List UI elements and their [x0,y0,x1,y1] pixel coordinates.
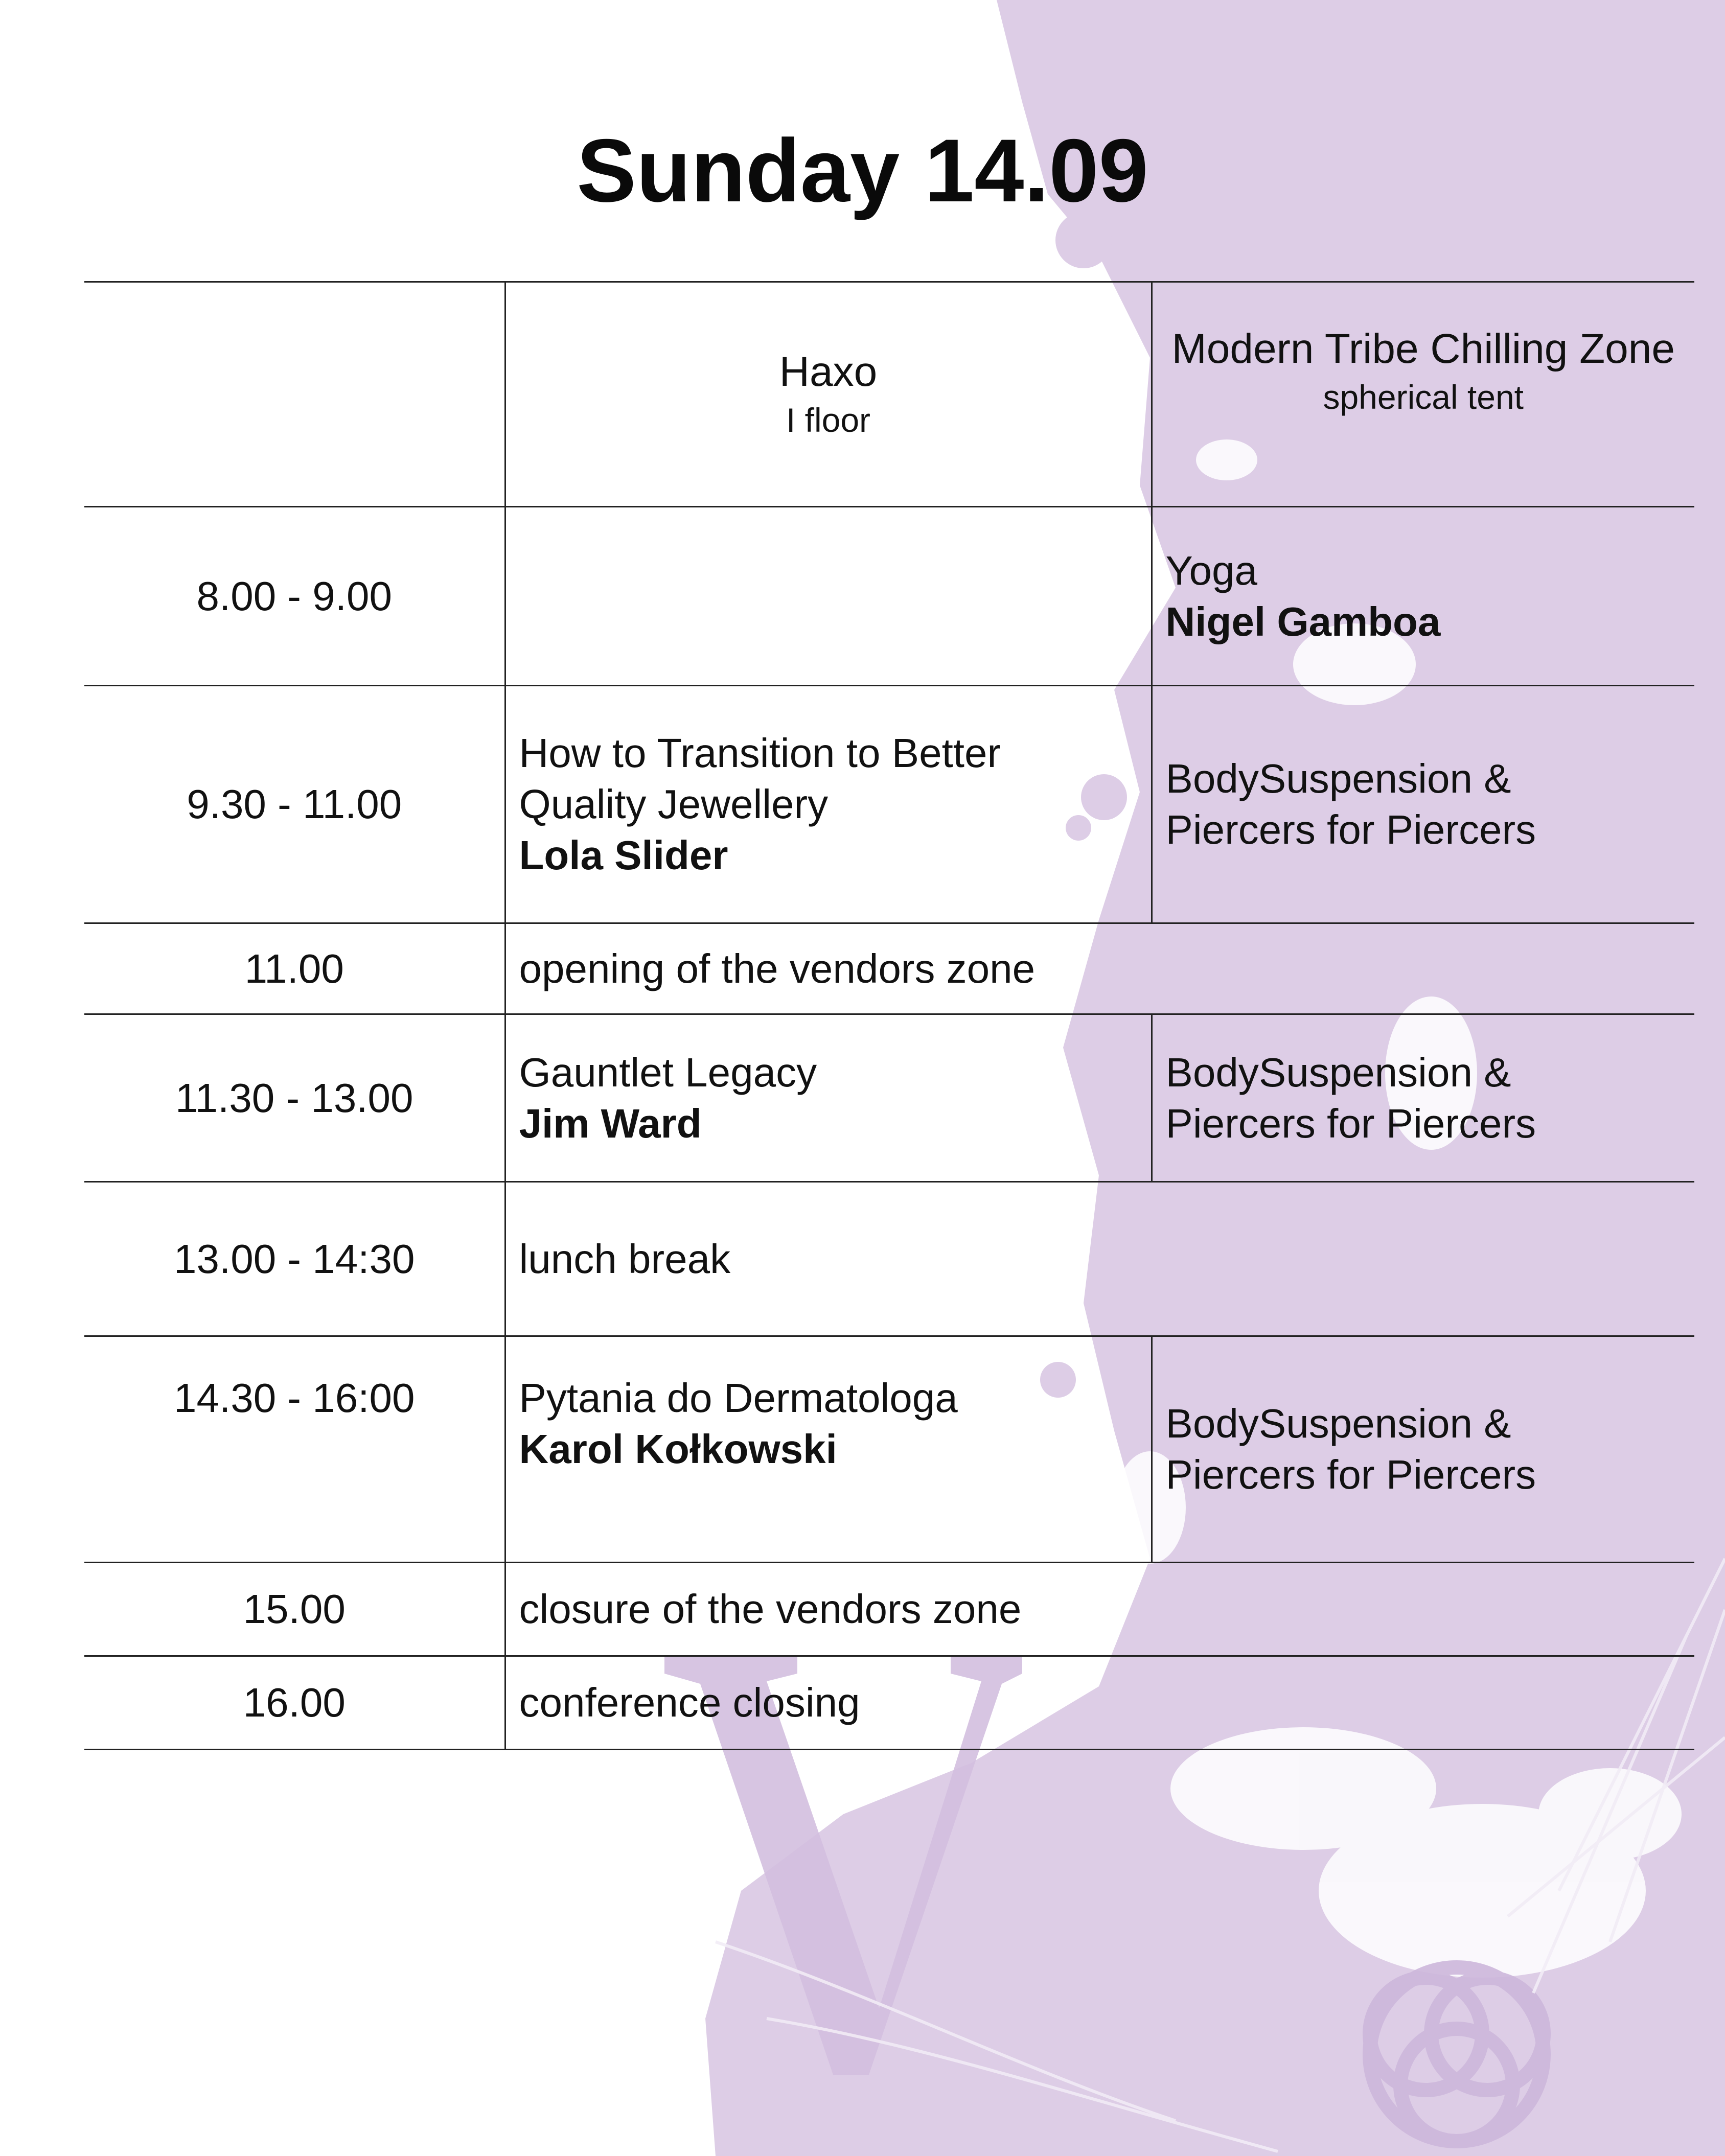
session-title-line: BodySuspension & [1165,1401,1511,1446]
table-row [84,1014,1694,1182]
tribe-cell [1152,1014,1694,1182]
span-cell: closure of the vendors zone [505,1563,1694,1656]
session-title-line: How to Transition to Better [519,730,1001,776]
time-cell: 11.00 [84,923,505,1014]
time-cell: 15.00 [84,1563,505,1656]
session-title-line: Piercers for Piercers [1165,1100,1536,1146]
table-row [84,686,1694,923]
speaker-name: Jim Ward [519,1100,702,1146]
haxo-cell [505,686,1152,923]
time-cell: 13.00 - 14:30 [84,1182,505,1336]
header-haxo-cell [505,282,1152,507]
speaker-name: Karol Kołkowski [519,1426,837,1472]
time-cell: 11.30 - 13.00 [84,1014,505,1182]
session-title-line: Piercers for Piercers [1165,1452,1536,1497]
table-row [84,1182,1694,1336]
session-title-line: Piercers for Piercers [1165,807,1536,852]
time-cell: 14.30 - 16:00 [84,1336,505,1563]
haxo-cell [505,1014,1152,1182]
table-row [84,1336,1694,1563]
table-row [84,1563,1694,1656]
venue-name: Modern Tribe Chilling Zone [1171,326,1675,372]
header-row [84,282,1694,507]
session-title-line: BodySuspension & [1165,1049,1511,1095]
span-cell: opening of the vendors zone [505,923,1694,1014]
speaker-name: Nigel Gamboa [1165,598,1441,644]
tribe-cell [1152,686,1694,923]
table-row [84,1656,1694,1750]
session-title-line: Quality Jewellery [519,781,829,827]
time-cell: 8.00 - 9.00 [84,507,505,686]
page-title: Sunday 14.09 [577,121,1148,221]
table-row [84,923,1694,1014]
header-tribe-cell [1152,282,1694,507]
speaker-name: Lola Slider [519,832,728,878]
haxo-cell [505,1336,1152,1563]
venue-sub: I floor [786,401,871,439]
venue-name: Haxo [779,348,878,395]
table-row [84,507,1694,686]
session-title: Gauntlet Legacy [519,1049,817,1095]
tribe-cell [1152,507,1694,686]
session-title: Yoga [1165,547,1257,593]
span-cell: lunch break [505,1182,1694,1336]
session-title-line: BodySuspension & [1165,756,1511,801]
header-time-cell [84,282,505,507]
time-cell: 9.30 - 11.00 [84,686,505,923]
span-cell: conference closing [505,1656,1694,1750]
schedule-table [84,281,1694,1750]
haxo-cell [505,507,1152,686]
tribe-cell [1152,1336,1694,1563]
time-cell: 16.00 [84,1656,505,1750]
venue-sub: spherical tent [1323,378,1524,416]
session-title: Pytania do Dermatologa [519,1375,958,1421]
